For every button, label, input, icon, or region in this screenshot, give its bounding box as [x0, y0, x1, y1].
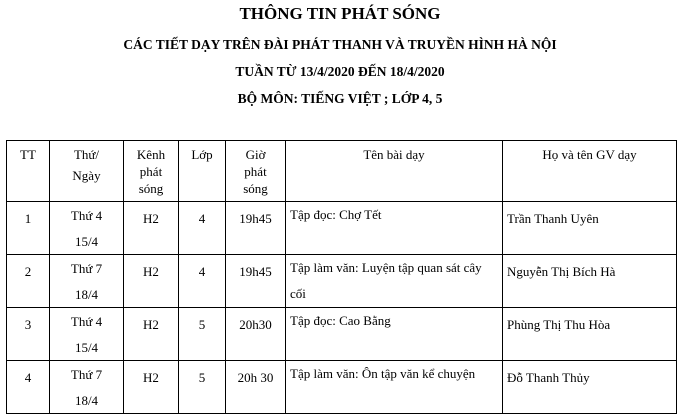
column-header-tt: TT	[7, 141, 50, 202]
cell-day: Thứ 4 15/4	[50, 308, 124, 361]
table-row	[7, 308, 677, 361]
cell-day: Thứ 4 15/4	[50, 202, 124, 255]
cell-grade: 5	[179, 308, 226, 361]
cell-channel: H2	[124, 308, 179, 361]
cell-time: 19h45	[226, 202, 286, 255]
cell-tt: 3	[7, 308, 50, 361]
cell-lesson: Tập làm văn: Ôn tập văn kể chuyện	[286, 361, 503, 414]
column-header-time: Giờ phát sóng	[226, 141, 286, 202]
cell-time: 19h45	[226, 255, 286, 308]
cell-day: Thứ 7 18/4	[50, 255, 124, 308]
cell-tt: 4	[7, 361, 50, 414]
cell-time: 20h30	[226, 308, 286, 361]
cell-time: 20h 30	[226, 361, 286, 414]
cell-teacher: Đỗ Thanh Thủy	[503, 361, 677, 414]
document-subtitle-subject: BỘ MÔN: TIẾNG VIỆT ; LỚP 4, 5	[237, 91, 443, 106]
cell-lesson: Tập đọc: Cao Bằng	[286, 308, 503, 361]
cell-channel: H2	[124, 255, 179, 308]
cell-channel: H2	[124, 202, 179, 255]
cell-lesson: Tập đọc: Chợ Tết	[286, 202, 503, 255]
cell-tt: 2	[7, 255, 50, 308]
table-row	[7, 255, 677, 308]
document-subtitle-broadcaster: CÁC TIẾT DẠY TRÊN ĐÀI PHÁT THANH VÀ TRUYỀN HÌNH HÀ NỘI	[123, 37, 557, 52]
schedule-table	[6, 140, 677, 414]
cell-grade: 5	[179, 361, 226, 414]
table-row	[7, 361, 677, 414]
cell-teacher: Phùng Thị Thu Hòa	[503, 308, 677, 361]
cell-channel: H2	[124, 361, 179, 414]
cell-lesson: Tập làm văn: Luyện tập quan sát cây cối	[286, 255, 503, 308]
column-header-lesson: Tên bài dạy	[286, 141, 503, 202]
column-header-grade: Lớp	[179, 141, 226, 202]
document-title: THÔNG TIN PHÁT SÓNG	[239, 4, 441, 23]
document-subtitle-week: TUẦN TỪ 13/4/2020 ĐẾN 18/4/2020	[235, 64, 445, 79]
cell-tt: 1	[7, 202, 50, 255]
column-header-day: Thứ/ Ngày	[50, 141, 124, 202]
cell-teacher: Nguyễn Thị Bích Hà	[503, 255, 677, 308]
column-header-teacher: Họ và tên GV dạy	[503, 141, 677, 202]
cell-grade: 4	[179, 255, 226, 308]
table-row	[7, 202, 677, 255]
cell-day: Thứ 7 18/4	[50, 361, 124, 414]
cell-teacher: Trần Thanh Uyên	[503, 202, 677, 255]
table-header-row	[7, 141, 677, 202]
cell-grade: 4	[179, 202, 226, 255]
column-header-channel: Kênh phát sóng	[124, 141, 179, 202]
